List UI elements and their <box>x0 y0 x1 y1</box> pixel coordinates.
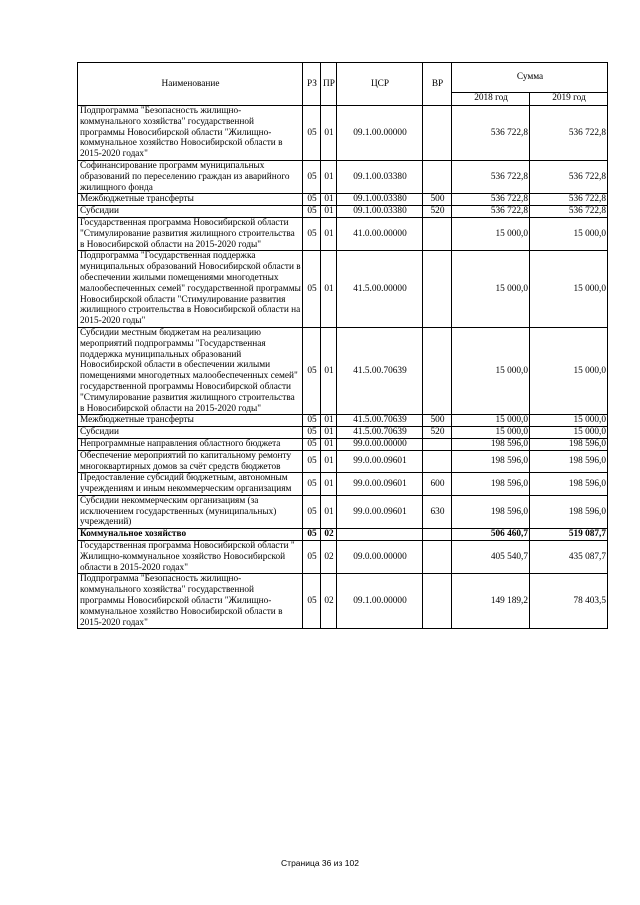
cell-name: Государственная программа Новосибирской области " Жилищно-коммунальное хозяйство Новосибирской области в 2015-2020 годах" <box>78 541 303 574</box>
cell-rz: 05 <box>303 427 321 439</box>
cell-csr: 09.1.00.03380 <box>337 194 423 206</box>
cell-vr <box>423 217 452 250</box>
cell-rz: 05 <box>303 160 321 193</box>
cell-2019: 198 596,0 <box>530 450 608 473</box>
cell-name: Субсидии местным бюджетам на реализацию мероприятий подпрограммы "Государственная поддержка муниципальных образований Новосибирской области в обеспечении жилыми помещениями многодетных малообеспеченных семей" государственной программы Новосибирской области "Стимулирование развития жилищного строительства в Новосибирской области на 2015-2020 годы" <box>78 327 303 414</box>
cell-2019: 15 000,0 <box>530 415 608 427</box>
cell-vr <box>423 106 452 161</box>
cell-name: Межбюджетные трансферты <box>78 194 303 206</box>
table-row <box>78 541 608 574</box>
cell-pr: 01 <box>321 427 337 439</box>
table-row <box>78 206 608 218</box>
cell-2018: 15 000,0 <box>452 427 530 439</box>
cell-pr: 01 <box>321 438 337 450</box>
cell-vr <box>423 438 452 450</box>
cell-name: Субсидии <box>78 206 303 218</box>
cell-csr: 09.1.00.00000 <box>337 574 423 629</box>
cell-vr: 630 <box>423 495 452 528</box>
cell-vr <box>423 160 452 193</box>
cell-pr: 01 <box>321 160 337 193</box>
cell-csr: 41.5.00.70639 <box>337 327 423 414</box>
cell-2019: 536 722,8 <box>530 106 608 161</box>
cell-pr: 02 <box>321 541 337 574</box>
cell-vr: 500 <box>423 194 452 206</box>
cell-2018: 15 000,0 <box>452 415 530 427</box>
cell-vr: 600 <box>423 473 452 496</box>
cell-2018: 198 596,0 <box>452 495 530 528</box>
budget-table <box>77 62 608 629</box>
cell-2018: 536 722,8 <box>452 106 530 161</box>
cell-pr: 01 <box>321 194 337 206</box>
table-row <box>78 106 608 161</box>
cell-csr: 41.5.00.70639 <box>337 427 423 439</box>
cell-rz: 05 <box>303 206 321 218</box>
cell-pr: 01 <box>321 495 337 528</box>
cell-pr: 01 <box>321 251 337 328</box>
cell-csr: 09.1.00.03380 <box>337 206 423 218</box>
cell-name: Субсидии <box>78 427 303 439</box>
cell-2019: 519 087,7 <box>530 529 608 541</box>
cell-2018: 15 000,0 <box>452 251 530 328</box>
cell-rz: 05 <box>303 251 321 328</box>
cell-2019: 78 403,5 <box>530 574 608 629</box>
cell-2018: 506 460,7 <box>452 529 530 541</box>
header-vr: ВР <box>423 63 452 106</box>
cell-pr: 02 <box>321 574 337 629</box>
cell-2019: 536 722,8 <box>530 194 608 206</box>
cell-rz: 05 <box>303 106 321 161</box>
cell-2019: 15 000,0 <box>530 217 608 250</box>
cell-vr <box>423 450 452 473</box>
cell-2019: 536 722,8 <box>530 206 608 218</box>
cell-pr: 01 <box>321 450 337 473</box>
cell-rz: 05 <box>303 450 321 473</box>
table-row <box>78 438 608 450</box>
cell-pr: 02 <box>321 529 337 541</box>
cell-vr <box>423 327 452 414</box>
cell-rz: 05 <box>303 574 321 629</box>
cell-name: Государственная программа Новосибирской области "Стимулирование развития жилищного строительства в Новосибирской области на 2015-2020 годы" <box>78 217 303 250</box>
page-footer: Страница 36 из 102 <box>281 858 359 868</box>
cell-2018: 536 722,8 <box>452 206 530 218</box>
cell-csr: 09.0.00.00000 <box>337 541 423 574</box>
cell-2018: 536 722,8 <box>452 160 530 193</box>
table-row <box>78 217 608 250</box>
cell-name: Субсидии некоммерческим организациям (за исключением государственных (муниципальных) учреждений) <box>78 495 303 528</box>
cell-name: Подпрограмма "Государственная поддержка муниципальных образований Новосибирской области в обеспечении жилыми помещениями многодетных малообеспеченных семей" государственной программы Новосибирской области "Стимулирование развития жилищного строительства в Новосибирской области на 2015-2020 годы" <box>78 251 303 328</box>
cell-name: Межбюджетные трансферты <box>78 415 303 427</box>
cell-2019: 198 596,0 <box>530 438 608 450</box>
header-name: Наименование <box>78 63 303 106</box>
table-row <box>78 495 608 528</box>
header-pr: ПР <box>321 63 337 106</box>
cell-2019: 15 000,0 <box>530 427 608 439</box>
cell-rz: 05 <box>303 541 321 574</box>
cell-pr: 01 <box>321 217 337 250</box>
table-row <box>78 160 608 193</box>
cell-name: Софинансирование программ муниципальных образований по переселению граждан из аварийного жилищного фонда <box>78 160 303 193</box>
cell-pr: 01 <box>321 327 337 414</box>
cell-name: Предоставление субсидий бюджетным, автономным учреждениям и иным некоммерческим организациям <box>78 473 303 496</box>
table-row <box>78 529 608 541</box>
table-row <box>78 427 608 439</box>
table-row <box>78 450 608 473</box>
cell-vr <box>423 529 452 541</box>
cell-2018: 198 596,0 <box>452 450 530 473</box>
cell-name: Коммунальное хозяйство <box>78 529 303 541</box>
cell-2018: 198 596,0 <box>452 473 530 496</box>
cell-2019: 435 087,7 <box>530 541 608 574</box>
cell-2019: 15 000,0 <box>530 251 608 328</box>
cell-vr: 520 <box>423 206 452 218</box>
cell-pr: 01 <box>321 206 337 218</box>
cell-2018: 15 000,0 <box>452 217 530 250</box>
cell-2018: 198 596,0 <box>452 438 530 450</box>
table-row <box>78 194 608 206</box>
cell-2019: 198 596,0 <box>530 473 608 496</box>
header-sum: Сумма <box>452 63 608 93</box>
cell-2019: 198 596,0 <box>530 495 608 528</box>
cell-csr: 99.0.00.09601 <box>337 450 423 473</box>
cell-2019: 15 000,0 <box>530 327 608 414</box>
table-row <box>78 473 608 496</box>
cell-2018: 405 540,7 <box>452 541 530 574</box>
table-row <box>78 415 608 427</box>
cell-csr: 41.5.00.70639 <box>337 415 423 427</box>
table-body <box>78 106 608 629</box>
cell-rz: 05 <box>303 495 321 528</box>
cell-vr: 520 <box>423 427 452 439</box>
cell-2018: 536 722,8 <box>452 194 530 206</box>
cell-pr: 01 <box>321 415 337 427</box>
cell-pr: 01 <box>321 473 337 496</box>
cell-rz: 05 <box>303 194 321 206</box>
cell-vr <box>423 541 452 574</box>
cell-name: Подпрограмма "Безопасность жилищно-коммунального хозяйства" государственной программы Новосибирской области "Жилищно-коммунальное хозяйство Новосибирской области в 2015-2020 годах" <box>78 574 303 629</box>
cell-csr: 09.1.00.00000 <box>337 106 423 161</box>
cell-rz: 05 <box>303 529 321 541</box>
table-row <box>78 251 608 328</box>
cell-vr <box>423 251 452 328</box>
header-csr: ЦСР <box>337 63 423 106</box>
cell-rz: 05 <box>303 217 321 250</box>
table-row <box>78 327 608 414</box>
cell-csr: 41.0.00.00000 <box>337 217 423 250</box>
cell-rz: 05 <box>303 438 321 450</box>
cell-rz: 05 <box>303 327 321 414</box>
cell-rz: 05 <box>303 473 321 496</box>
cell-csr: 41.5.00.00000 <box>337 251 423 328</box>
cell-name: Непрограммные направления областного бюджета <box>78 438 303 450</box>
cell-csr: 99.0.00.09601 <box>337 473 423 496</box>
cell-name: Подпрограмма "Безопасность жилищно-коммунального хозяйства" государственной программы Новосибирской области "Жилищно-коммунальное хозяйство Новосибирской области в 2015-2020 годах" <box>78 106 303 161</box>
cell-vr <box>423 574 452 629</box>
cell-csr: 99.0.00.09601 <box>337 495 423 528</box>
header-year-2018: 2018 год <box>452 92 530 105</box>
cell-rz: 05 <box>303 415 321 427</box>
header-rz: РЗ <box>303 63 321 106</box>
cell-name: Обеспечение мероприятий по капитальному ремонту многоквартирных домов за счёт средств бюджетов <box>78 450 303 473</box>
cell-csr: 09.1.00.03380 <box>337 160 423 193</box>
table-row <box>78 574 608 629</box>
cell-vr: 500 <box>423 415 452 427</box>
cell-pr: 01 <box>321 106 337 161</box>
cell-csr <box>337 529 423 541</box>
cell-2018: 15 000,0 <box>452 327 530 414</box>
header-year-2019: 2019 год <box>530 92 608 105</box>
cell-2019: 536 722,8 <box>530 160 608 193</box>
cell-csr: 99.0.00.00000 <box>337 438 423 450</box>
cell-2018: 149 189,2 <box>452 574 530 629</box>
